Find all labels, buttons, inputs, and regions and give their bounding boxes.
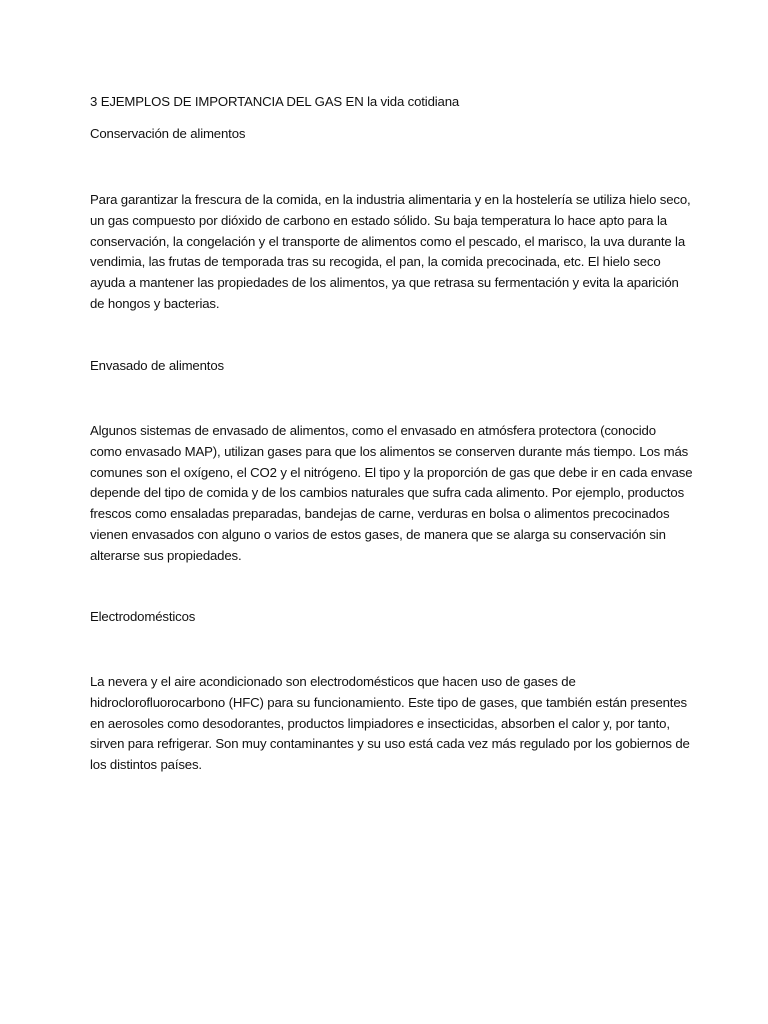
- section-body-electrodomesticos: [90, 672, 690, 776]
- body-line: conservación, la congelación y el transporte de alimentos como el pescado, el marisco, la uva durante la: [90, 233, 686, 249]
- body-line: ayuda a mantener las propiedades de los alimentos, ya que retrasa su fermentación y evita la aparición: [90, 275, 679, 291]
- section-heading-conservacion: Conservación de alimentos: [90, 126, 246, 141]
- body-line: vienen envasados con alguno o varios de estos gases, de manera que se alarga su conservación sin: [90, 526, 666, 542]
- section-heading-envasado: Envasado de alimentos: [90, 358, 224, 373]
- body-line: un gas compuesto por dióxido de carbono en estado sólido. Su baja temperatura lo hace apto para la: [90, 212, 667, 228]
- body-line: Para garantizar la frescura de la comida, en la industria alimentaria y en la hostelería se utiliza hielo seco,: [90, 192, 691, 207]
- section-body-conservacion: [90, 190, 691, 315]
- section-heading-electrodomesticos: Electrodomésticos: [90, 609, 196, 624]
- body-line: La nevera y el aire acondicionado son electrodomésticos que hacen uso de gases de: [90, 674, 576, 689]
- body-line: los distintos países.: [90, 757, 202, 773]
- body-line: Algunos sistemas de envasado de alimentos, como el envasado en atmósfera protectora (conocido: [90, 423, 656, 438]
- body-line: en aerosoles como desodorantes, productos limpiadores e insecticidas, absorben el calor y, por tanto,: [90, 715, 670, 731]
- body-line: sirven para refrigerar. Son muy contaminantes y su uso está cada vez más regulado por los gobiernos de: [90, 736, 690, 752]
- body-line: comunes son el oxígeno, el CO2 y el nitrógeno. El tipo y la proporción de gas que debe ir en cada envase: [90, 464, 693, 480]
- body-line: vendimia, las frutas de temporada tras su recogida, el pan, la comida precocinada, etc. El hielo seco: [90, 254, 661, 270]
- body-line: depende del tipo de comida y de los cambios naturales que sufra cada alimento. Por ejemplo, productos: [90, 485, 685, 501]
- body-line: de hongos y bacterias.: [90, 295, 220, 311]
- body-line: alterarse sus propiedades.: [90, 547, 242, 563]
- body-line: hidroclorofluorocarbono (HFC) para su funcionamiento. Este tipo de gases, que también están presentes: [90, 694, 687, 710]
- body-line: frescos como ensaladas preparadas, bandejas de carne, verduras en bolsa o alimentos precocinados: [90, 506, 670, 522]
- document-title: 3 EJEMPLOS DE IMPORTANCIA DEL GAS EN la vida cotidiana: [90, 94, 460, 109]
- body-line: como envasado MAP), utilizan gases para que los alimentos se conserven durante más tiempo. Los más: [90, 443, 689, 459]
- section-body-envasado: [90, 421, 692, 567]
